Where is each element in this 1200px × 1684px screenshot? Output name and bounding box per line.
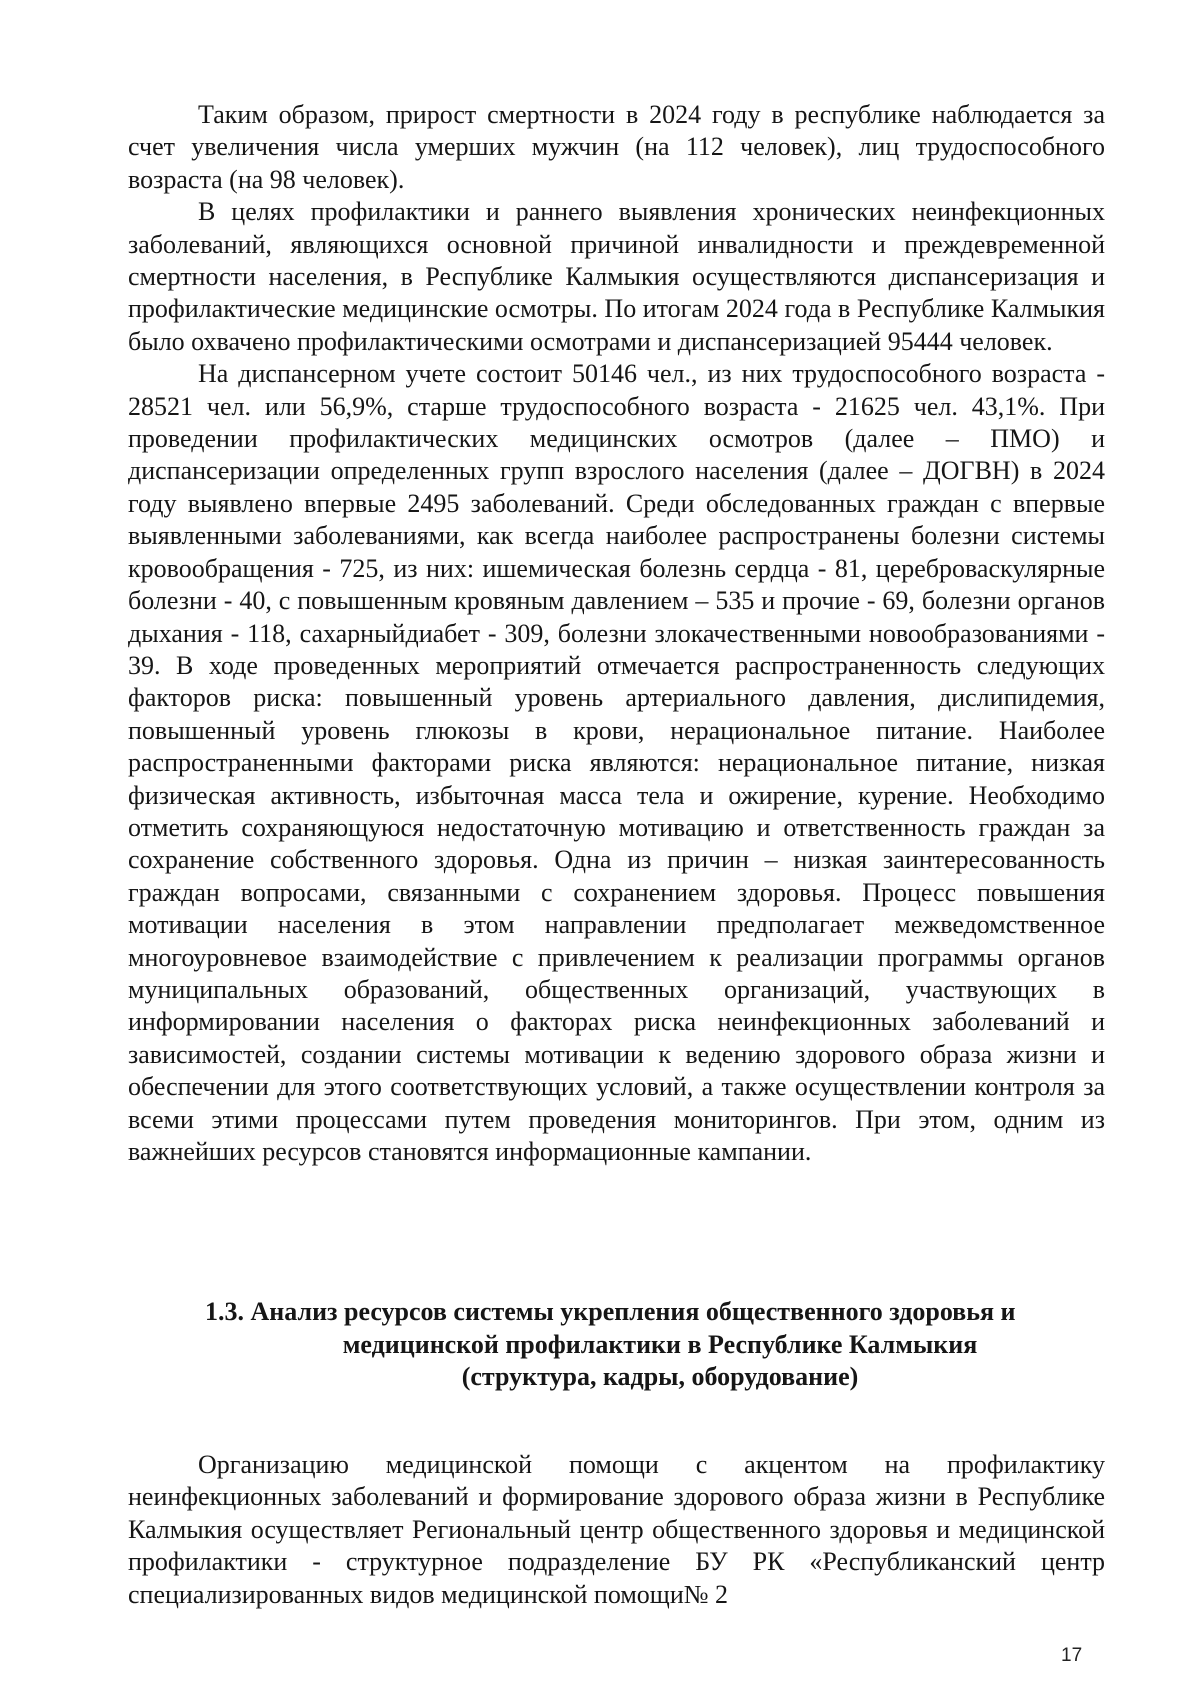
- section-heading: [150, 1296, 1130, 1394]
- paragraph-prevention-screening: В целях профилактики и раннего выявления хронических неинфекционных заболеваний, являющихся основной причиной инвалидности и преждевременной смертности населения, в Республике Калмыкия осуществляются диспансеризация и профилактические медицинские осмотры. По итогам 2024 года в Республике Калмыкия было охвачено профилактическими осмотрами и диспансеризацией 95444 человек.: [128, 197, 1105, 356]
- section-heading-line-3: (структура, кадры, оборудование): [461, 1362, 859, 1391]
- page-number: 17: [1061, 1645, 1083, 1666]
- body-text-bottom: [128, 1449, 1105, 1611]
- section-heading-line-1: 1.3. Анализ ресурсов системы укрепления общественного здоровья и: [205, 1297, 1016, 1326]
- section-heading-line-2: медицинской профилактики в Республике Калмыкия: [342, 1329, 978, 1359]
- paragraph-regional-center: Организацию медицинской помощи с акцентом на профилактику неинфекционных заболеваний и формирование здорового образа жизни в Республике Калмыкия осуществляет Региональный центр общественного здоровья и медицинской профилактики - структурное подразделение БУ РК «Республиканский центр специализированных видов медицинской помощи№ 2: [128, 1450, 1105, 1609]
- paragraph-mortality-summary: Таким образом, прирост смертности в 2024 году в республике наблюдается за счет увеличения числа умерших мужчин (на 112 человек), лиц трудоспособного возраста (на 98 человек).: [128, 100, 1105, 194]
- body-text-top: [128, 99, 1105, 1168]
- paragraph-dispensary-registration: На диспансерном учете состоит 50146 чел., из них трудоспособного возраста - 28521 чел. или 56,9%, старше трудоспособного возраста - 21625 чел. 43,1%. При проведении профилактических медицинских осмотров (далее – ПМО) и диспансеризации определенных групп взрослого населения (далее – ДОГВН) в 2024 году выявлено впервые 2495 заболеваний. Среди обследованных граждан с впервые выявленными заболеваниями, как всегда наиболее распространены болезни системы кровообращения - 725, из них: ишемическая болезнь сердца - 81, цереброваскулярные болезни - 40, с повышенным кровяным давлением – 535 и прочие - 69, болезни органов дыхания - 118, сахарныйдиабет - 309, болезни злокачественными новообразованиями - 39. В ходе проведенных мероприятий отмечается распространенность следующих факторов риска: повышенный уровень артериального давления, дислипидемия, повышенный уровень глюкозы в крови, нерациональное питание. Наиболее распространенными факторами риска являются: нерациональное питание, низкая физическая активность, избыточная масса тела и ожирение, курение. Необходимо отметить сохраняющуюся недостаточную мотивацию и ответственность граждан за сохранение собственного здоровья. Одна из причин – низкая заинтересованность граждан вопросами, связанными с сохранением здоровья. Процесс повышения мотивации населения в этом направлении предполагает межведомственное многоуровневое взаимодействие с привлечением к реализации программы органов муниципальных образований, общественных организаций, участвующих в информировании населения о факторах риска неинфекционных заболеваний и зависимостей, создании системы мотивации к ведению здорового образа жизни и обеспечении для этого соответствующих условий, а также осуществлении контроля за всеми этими процессами путем проведения мониторингов. При этом, одним из важнейших ресурсов становятся информационные кампании.: [128, 359, 1105, 1166]
